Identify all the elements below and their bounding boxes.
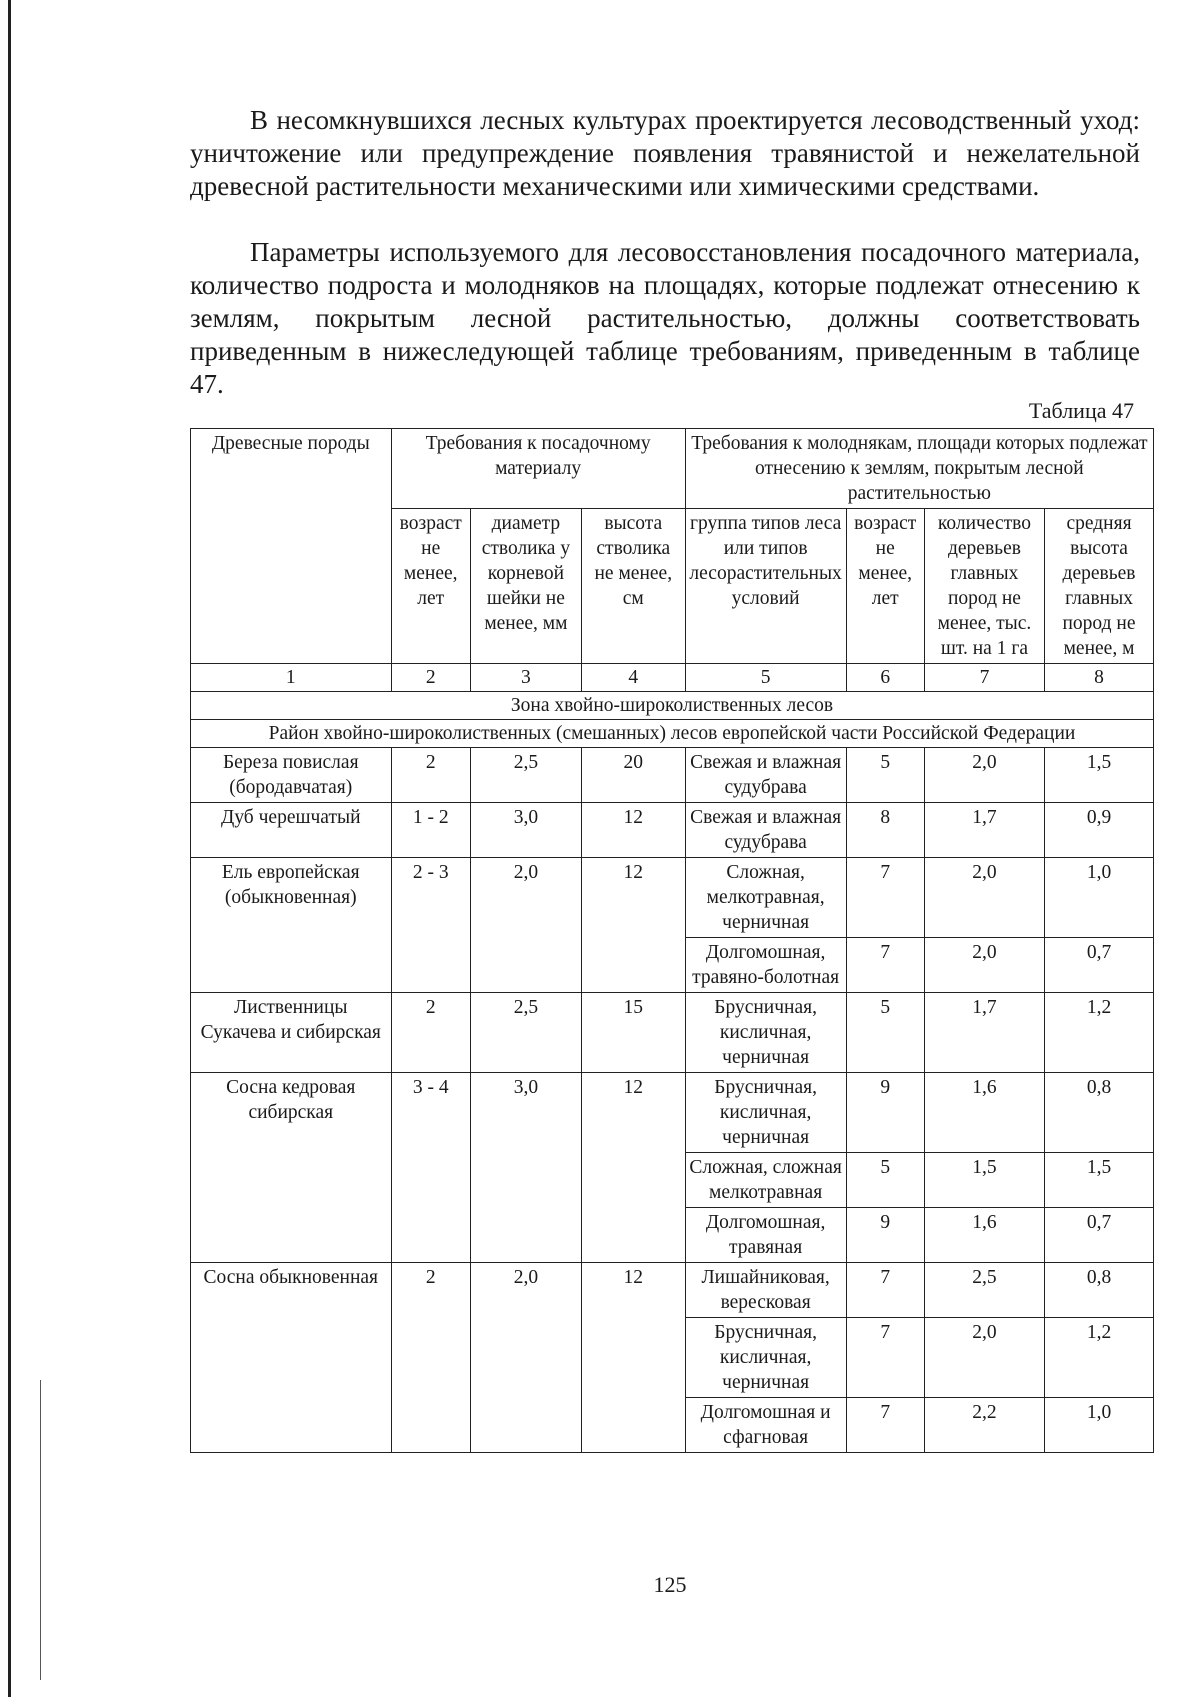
scan-artifact-line	[40, 1380, 41, 1680]
table-row	[191, 1263, 1154, 1318]
column-number: 4	[581, 664, 685, 692]
height-cell: 12	[581, 1073, 685, 1263]
left-margin-line	[8, 0, 11, 1697]
age-cell: 1 - 2	[391, 803, 470, 858]
height-cell: 20	[581, 748, 685, 803]
region-title: Район хвойно-широколиственных (смешанных) лесов европейской части Российской Федерации	[191, 720, 1154, 748]
young-age-cell: 7	[846, 1318, 924, 1398]
species-cell: Сосна обыкновенная	[191, 1263, 392, 1453]
tree-count-cell: 2,0	[924, 858, 1044, 938]
table-row	[191, 748, 1154, 803]
avg-height-cell: 1,5	[1045, 1153, 1154, 1208]
header-col-3: диаметр стволика у корневой шейки не менее, мм	[470, 509, 581, 664]
forest-type-cell: Свежая и влажная судубрава	[685, 748, 846, 803]
age-cell: 2 - 3	[391, 858, 470, 993]
zone-row	[191, 692, 1154, 720]
header-col-4: высота стволика не менее, см	[581, 509, 685, 664]
page-number: 125	[653, 1572, 687, 1597]
tree-count-cell: 2,0	[924, 938, 1044, 993]
tree-count-cell: 2,0	[924, 748, 1044, 803]
header-row-1	[191, 429, 1154, 509]
young-age-cell: 5	[846, 993, 924, 1073]
forest-type-cell: Лишайниковая, вересковая	[685, 1263, 846, 1318]
table-row	[191, 1073, 1154, 1153]
diameter-cell: 2,5	[470, 748, 581, 803]
diameter-cell: 3,0	[470, 1073, 581, 1263]
column-number: 1	[191, 664, 392, 692]
header-col-8: средняя высота деревьев главных пород не менее, м	[1045, 509, 1154, 664]
young-age-cell: 7	[846, 1263, 924, 1318]
avg-height-cell: 1,5	[1045, 748, 1154, 803]
age-cell: 2	[391, 1263, 470, 1453]
tree-count-cell: 1,5	[924, 1153, 1044, 1208]
header-col-2: возраст не менее, лет	[391, 509, 470, 664]
height-cell: 12	[581, 803, 685, 858]
region-row	[191, 720, 1154, 748]
young-age-cell: 7	[846, 1398, 924, 1453]
avg-height-cell: 0,9	[1045, 803, 1154, 858]
avg-height-cell: 1,2	[1045, 1318, 1154, 1398]
species-cell: Дуб черешчатый	[191, 803, 392, 858]
diameter-cell: 2,0	[470, 858, 581, 993]
young-age-cell: 7	[846, 858, 924, 938]
avg-height-cell: 0,7	[1045, 1208, 1154, 1263]
column-number: 3	[470, 664, 581, 692]
forest-type-cell: Брусничная, кисличная, черничная	[685, 1073, 846, 1153]
avg-height-cell: 0,8	[1045, 1073, 1154, 1153]
table-row	[191, 858, 1154, 938]
young-age-cell: 5	[846, 748, 924, 803]
height-cell: 12	[581, 858, 685, 993]
table-row	[191, 993, 1154, 1073]
column-number: 6	[846, 664, 924, 692]
age-cell: 3 - 4	[391, 1073, 470, 1263]
avg-height-cell: 0,8	[1045, 1263, 1154, 1318]
species-cell: Лиственницы Сукачева и сибирская	[191, 993, 392, 1073]
height-cell: 15	[581, 993, 685, 1073]
avg-height-cell: 1,2	[1045, 993, 1154, 1073]
avg-height-cell: 0,7	[1045, 938, 1154, 993]
header-col-6: возраст не менее, лет	[846, 509, 924, 664]
column-number: 5	[685, 664, 846, 692]
header-col-5: группа типов леса или типов лесорастительных условий	[685, 509, 846, 664]
avg-height-cell: 1,0	[1045, 1398, 1154, 1453]
diameter-cell: 3,0	[470, 803, 581, 858]
young-age-cell: 8	[846, 803, 924, 858]
age-cell: 2	[391, 748, 470, 803]
height-cell: 12	[581, 1263, 685, 1453]
header-species: Древесные породы	[191, 429, 392, 664]
tree-count-cell: 2,5	[924, 1263, 1044, 1318]
header-planting-material: Требования к посадочному материалу	[391, 429, 685, 509]
species-cell: Сосна кедровая сибирская	[191, 1073, 392, 1263]
tree-count-cell: 1,6	[924, 1073, 1044, 1153]
forest-type-cell: Долгомошная, травяно-болотная	[685, 938, 846, 993]
column-number: 7	[924, 664, 1044, 692]
forest-type-cell: Сложная, сложная мелкотравная	[685, 1153, 846, 1208]
tree-count-cell: 2,0	[924, 1318, 1044, 1398]
column-numbers-row	[191, 664, 1154, 692]
diameter-cell: 2,0	[470, 1263, 581, 1453]
column-number: 2	[391, 664, 470, 692]
young-age-cell: 9	[846, 1073, 924, 1153]
tree-count-cell: 1,7	[924, 803, 1044, 858]
requirements-table	[190, 428, 1154, 1453]
age-cell: 2	[391, 993, 470, 1073]
young-age-cell: 7	[846, 938, 924, 993]
forest-type-cell: Долгомошная и сфагновая	[685, 1398, 846, 1453]
young-age-cell: 5	[846, 1153, 924, 1208]
species-cell: Ель европейская (обыкновенная)	[191, 858, 392, 993]
forest-type-cell: Сложная, мелкотравная, черничная	[685, 858, 846, 938]
forest-type-cell: Брусничная, кисличная, черничная	[685, 993, 846, 1073]
diameter-cell: 2,5	[470, 993, 581, 1073]
paragraph-2: Параметры используемого для лесовосстановления посадочного материала, количество подроста и молодняков на площадях, которые подлежат отнесению к землям, покрытым лесной растительностью, должны соответствовать приведенным в нижеследующей таблице требованиям, приведенным в таблице 47.	[190, 237, 1140, 399]
species-cell: Береза повислая (бородавчатая)	[191, 748, 392, 803]
tree-count-cell: 1,6	[924, 1208, 1044, 1263]
table-row	[191, 803, 1154, 858]
forest-type-cell: Свежая и влажная судубрава	[685, 803, 846, 858]
zone-title: Зона хвойно-широколиственных лесов	[191, 692, 1154, 720]
column-number: 8	[1045, 664, 1154, 692]
forest-type-cell: Брусничная, кисличная, черничная	[685, 1318, 846, 1398]
young-age-cell: 9	[846, 1208, 924, 1263]
tree-count-cell: 2,2	[924, 1398, 1044, 1453]
tree-count-cell: 1,7	[924, 993, 1044, 1073]
table-caption: Таблица 47	[1028, 398, 1134, 423]
header-young-stands: Требования к молоднякам, площади которых подлежат отнесению к землям, покрытым лесной растительностью	[685, 429, 1153, 509]
paragraph-1: В несомкнувшихся лесных культурах проектируется лесоводственный уход: уничтожение или предупреждение появления травянистой и нежелательной древесной растительности механическими или химическими средствами.	[190, 105, 1140, 201]
forest-type-cell: Долгомошная, травяная	[685, 1208, 846, 1263]
header-col-7: количество деревьев главных пород не менее, тыс. шт. на 1 га	[924, 509, 1044, 664]
avg-height-cell: 1,0	[1045, 858, 1154, 938]
